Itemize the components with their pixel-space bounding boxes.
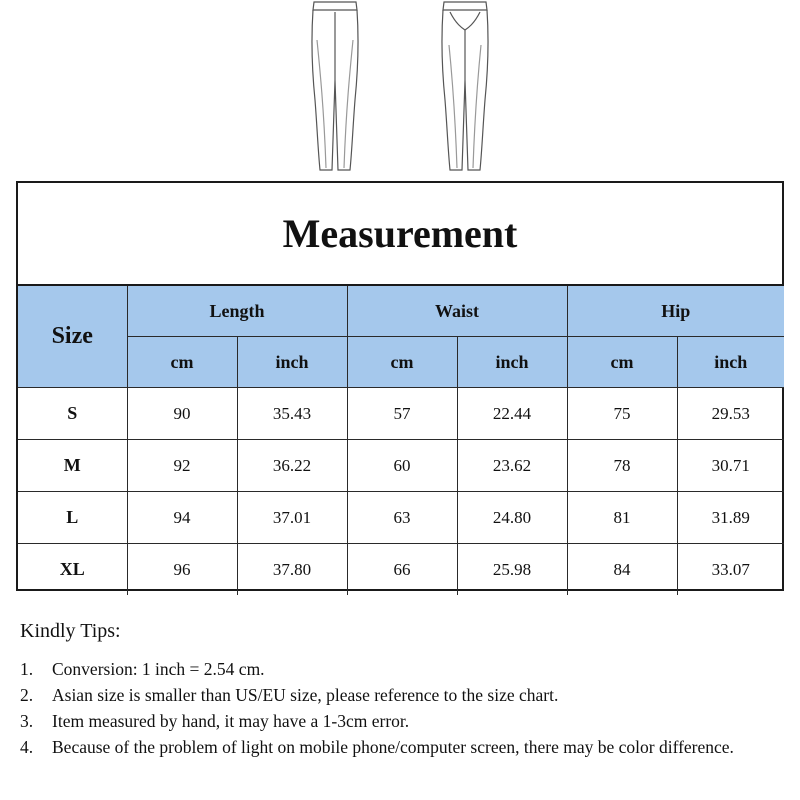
value-cell: 66 — [347, 544, 457, 596]
value-cell: 37.01 — [237, 492, 347, 544]
table-row — [18, 492, 784, 544]
size-chart — [16, 181, 784, 591]
list-item — [20, 657, 780, 681]
tip-text: Because of the problem of light on mobile phone/computer screen, there may be color difference. — [52, 737, 734, 757]
leggings-back-view-icon — [430, 0, 500, 176]
leggings-illustration — [0, 0, 800, 178]
unit-header: cm — [347, 337, 457, 388]
kindly-tips — [20, 620, 780, 761]
value-cell: 29.53 — [677, 388, 784, 440]
unit-header: cm — [127, 337, 237, 388]
unit-header: inch — [677, 337, 784, 388]
value-cell: 22.44 — [457, 388, 567, 440]
value-cell: 36.22 — [237, 440, 347, 492]
value-cell: 63 — [347, 492, 457, 544]
value-cell: 23.62 — [457, 440, 567, 492]
value-cell: 37.80 — [237, 544, 347, 596]
value-cell: 81 — [567, 492, 677, 544]
value-cell: 94 — [127, 492, 237, 544]
value-cell: 33.07 — [677, 544, 784, 596]
length-group-header: Length — [127, 286, 347, 337]
size-table — [18, 286, 784, 595]
value-cell: 92 — [127, 440, 237, 492]
hip-group-header: Hip — [567, 286, 784, 337]
leggings-front-view-icon — [300, 0, 370, 176]
value-cell: 31.89 — [677, 492, 784, 544]
size-column-header: Size — [18, 286, 127, 388]
tips-title: Kindly Tips: — [20, 620, 121, 642]
tips-list — [20, 657, 780, 759]
value-cell: 30.71 — [677, 440, 784, 492]
value-cell: 24.80 — [457, 492, 567, 544]
tip-text: Item measured by hand, it may have a 1-3cm error. — [52, 711, 410, 731]
chart-title: Measurement — [18, 183, 782, 286]
value-cell: 84 — [567, 544, 677, 596]
table-row — [18, 388, 784, 440]
value-cell: 57 — [347, 388, 457, 440]
value-cell: 96 — [127, 544, 237, 596]
list-item — [20, 683, 780, 707]
table-row — [18, 544, 784, 596]
value-cell: 25.98 — [457, 544, 567, 596]
unit-header: cm — [567, 337, 677, 388]
tip-text: Asian size is smaller than US/EU size, please reference to the size chart. — [52, 685, 559, 705]
unit-header: inch — [457, 337, 567, 388]
size-cell: M — [18, 440, 127, 492]
list-item — [20, 735, 780, 759]
list-item — [20, 709, 780, 733]
size-cell: S — [18, 388, 127, 440]
value-cell: 75 — [567, 388, 677, 440]
tip-number: 2. — [20, 685, 34, 705]
size-cell: L — [18, 492, 127, 544]
value-cell: 60 — [347, 440, 457, 492]
table-row — [18, 440, 784, 492]
tip-number: 3. — [20, 711, 34, 731]
tip-number: 1. — [20, 659, 34, 679]
tip-number: 4. — [20, 737, 34, 757]
size-cell: XL — [18, 544, 127, 596]
value-cell: 35.43 — [237, 388, 347, 440]
value-cell: 78 — [567, 440, 677, 492]
value-cell: 90 — [127, 388, 237, 440]
tip-text: Conversion: 1 inch = 2.54 cm. — [52, 659, 265, 679]
waist-group-header: Waist — [347, 286, 567, 337]
unit-header: inch — [237, 337, 347, 388]
